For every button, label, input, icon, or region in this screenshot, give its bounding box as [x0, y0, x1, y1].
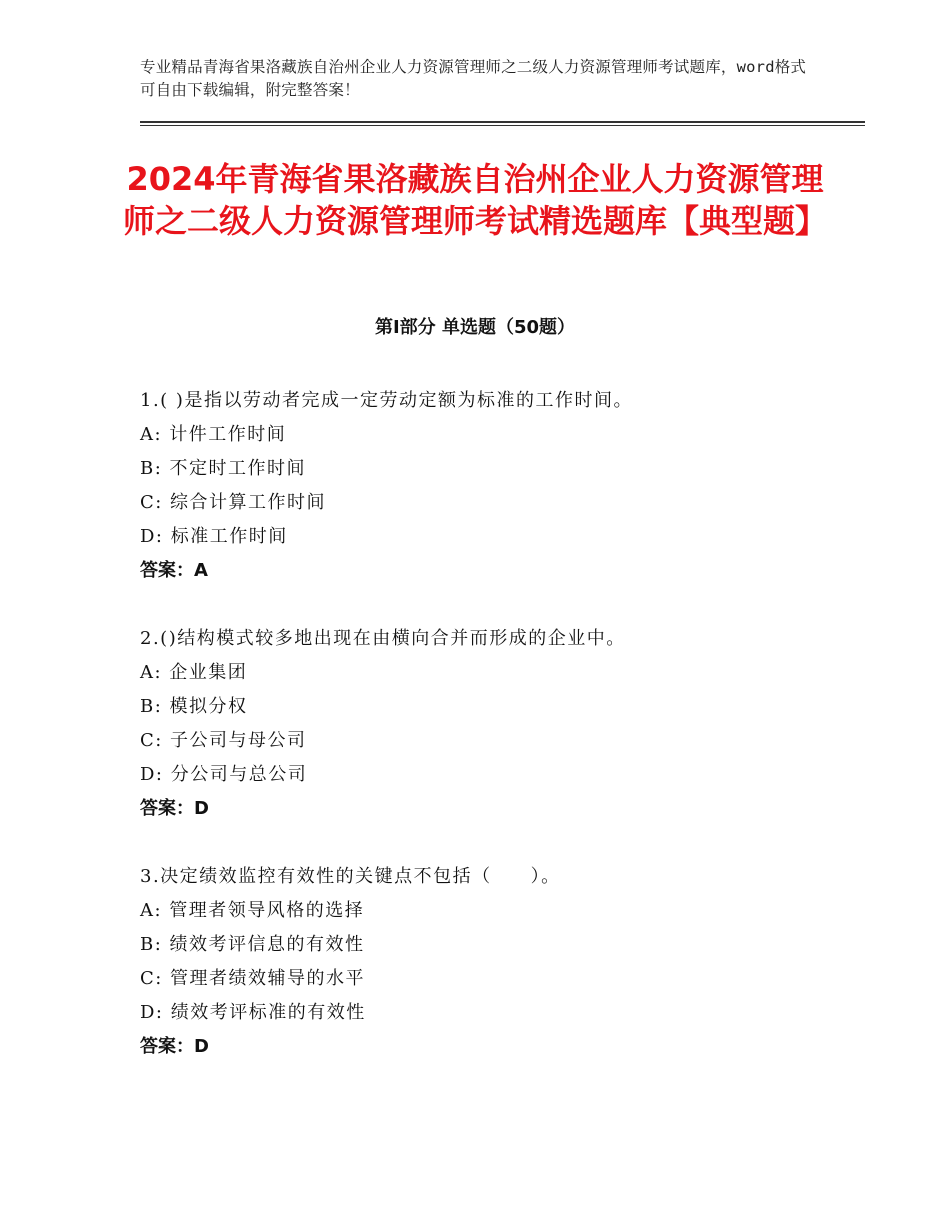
section-title: 第Ⅰ部分 单选题（50题） — [374, 317, 575, 338]
option-d: D: 绩效考评标准的有效性 — [140, 1002, 366, 1023]
question-2 — [140, 622, 840, 826]
option-b: B: 绩效考评信息的有效性 — [140, 934, 365, 955]
option-a: A: 管理者领导风格的选择 — [140, 900, 365, 921]
question-stem: 2.()结构模式较多地出现在由横向合并而形成的企业中。 — [140, 628, 626, 649]
header-note: 专业精品青海省果洛藏族自治州企业人力资源管理师之二级人力资源管理师考试题库，word格式可自由下载编辑，附完整答案！ — [140, 58, 807, 99]
option-c: C: 综合计算工作时间 — [140, 492, 327, 513]
option-c: C: 子公司与母公司 — [140, 730, 307, 751]
option-a: A: 计件工作时间 — [140, 424, 287, 445]
option-c: C: 管理者绩效辅导的水平 — [140, 968, 366, 989]
header-divider-thin — [140, 125, 865, 126]
answer: 答案：D — [140, 798, 209, 819]
option-b: B: 模拟分权 — [140, 696, 248, 717]
header-divider-thick — [140, 121, 865, 123]
question-3 — [140, 860, 840, 1064]
question-list — [140, 384, 840, 1098]
document-title: 2024年青海省果洛藏族自治州企业人力资源管理师之二级人力资源管理师考试精选题库【典型题】 — [122, 160, 827, 240]
question-stem: 1.( )是指以劳动者完成一定劳动定额为标准的工作时间。 — [140, 390, 633, 411]
question-1 — [140, 384, 840, 588]
option-d: D: 标准工作时间 — [140, 526, 288, 547]
option-b: B: 不定时工作时间 — [140, 458, 307, 479]
option-a: A: 企业集团 — [140, 662, 248, 683]
option-d: D: 分公司与总公司 — [140, 764, 308, 785]
answer: 答案：D — [140, 1036, 209, 1057]
question-stem: 3.决定绩效监控有效性的关键点不包括（ ）。 — [140, 866, 561, 887]
answer: 答案：A — [140, 560, 208, 581]
